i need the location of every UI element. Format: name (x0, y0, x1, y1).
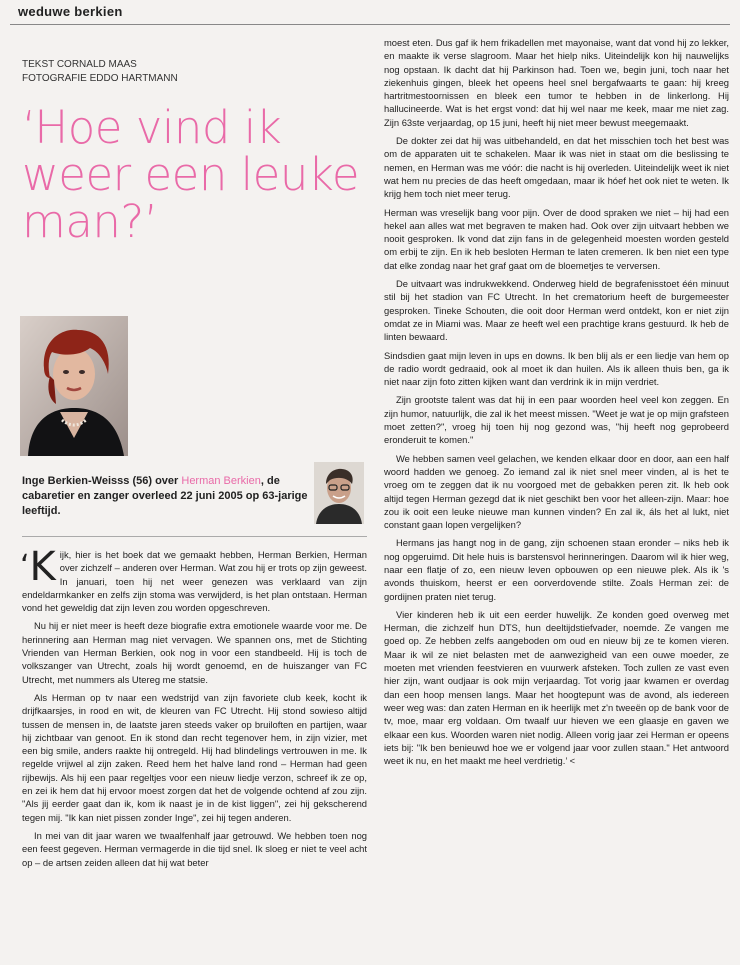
section-label: weduwe berkien (18, 4, 123, 19)
text-credit: TEKST CORNALD MAAS (22, 59, 137, 70)
paragraph: Herman was vreselijk bang voor pijn. Over de dood spraken we niet – hij had een hekel aan alles wat met begraven te maken had. Ook over zijn uitvaart hebben we nooit gesproken. Ik vond dat zijn fans in de gelegenheid moesten worden gesteld om erbij te zijn. En ik heb besloten Herman te laten cremeren. Ik ben niet een type dat elke zondag naar het graf gaat om de bloemetjes te verversen. (384, 206, 729, 271)
page-header (0, 0, 740, 30)
intro-lead: Inge Berkien-Weisss (56) over (22, 475, 182, 487)
portrait-photo-inge (20, 316, 128, 456)
paragraph: De uitvaart was indrukwekkend. Onderweg hield de begrafenisstoet één minuut stil bij het stadion van FC Utrecht. In het crematorium heeft de burgemeester gesproken. Tineke Schouten, die ooit door Herman werd ontdekt, kon er niet zijn omdat ze in Miami was. Maar ze heeft wel een prachtige krans gestuurd. Ik heb de linten bewaard. (384, 278, 729, 343)
headline: ‘Hoe vind ik weer een leuke man?’ (22, 101, 360, 248)
credits (22, 58, 178, 86)
paragraph: In mei van dit jaar waren we twaalfenhalf jaar getrouwd. We hebben toen nog een feest gegeven. Herman vermagerde in die tijd snel. Ik sloeg er niet te veel acht op – de artsen zeiden alleen dat hij wat beter (22, 829, 367, 868)
paragraph: Vier kinderen heb ik uit een eerder huwelijk. Ze konden goed overweg met Herman, die zichzelf hun DTS, hun deeltijdstiefvader, noemde. Ze vangen me goed op. Ze hebben zelfs aangeboden om oud en nieuw bij ze te komen vieren. Maar ik wil ze niet belasten met de aanwezigheid van een ouwe moeder, ze moeten met vrienden feestvieren en vuurwerk afsteken. Toch zullen ze vast even hier zijn, want oudjaar is ook mijn verjaardag. Tot vorig jaar kwamen er overdag dan een hoop mensen langs. Maar het hoogtepunt was de avond, als iedereen weer weg was: dan zaten Herman en ik heerlijk met z'n tweeën op de bank voor de tv, moe, maar erg voldaan. Om twaalf uur hieven we een glaasje en gaven we elkaar een kus. Woorden waren niet nodig. Alleen vorig jaar zei Herman er opeens iets bij: "Ik ben benieuwd hoe we er volgend jaar voor zullen staan." Het antwoord weet ik nu, en het maakt me heel verdrietig.’ < (384, 608, 729, 767)
paragraph: ‘K ijk, hier is het boek dat we gemaakt hebben, Herman Berkien, Herman over zichzelf – anderen over Herman. Wat zou hij er trots op zijn geweest. In januari, toen hij net weer genezen was verklaard van zijn endeldarmkanker en zelfs zijn stoma was verwijderd, is het plan ontstaan. Herman vond het geweldig dat zijn leven zou worden opgeschreven. (20, 544, 367, 614)
portrait-photo-herman (314, 462, 364, 524)
intro-divider (22, 536, 367, 537)
paragraph: Zijn grootste talent was dat hij in een paar woorden heel veel kon zeggen. En zijn humor, natuurlijk, die zal ik het meest missen. "Weet je wat je op mijn grafsteen moet zetten?", vroeg hij toen hij nog gezond was, "hij heeft nog geprobeerd eronderuit te komen." (384, 394, 729, 446)
paragraph: We hebben samen veel gelachen, we kenden elkaar door en door, aan een half woord hadden we genoeg. Zo iemand zal ik niet snel meer vinden, al is het te vroeg om te zeggen dat ik nu voorgoed met de gebakken peren zit. Ik heb ook altijd tegen Herman gezegd dat ik niet geschikt ben voor het alleen-zijn. Maar: hoe zou ik ooit een leuke nieuwe man kunnen vinden? En zal ik, áls het al lukt, niet constant gaan lopen vergelijken? (384, 452, 729, 531)
paragraph: Sindsdien gaat mijn leven in ups en downs. Ik ben blij als er een liedje van hem op de radio wordt gedraaid, ook al moet ik dan huilen. Als ik alleen thuis ben, ga ik niet naar zijn foto zitten kijken want dan verdrink ik in mijn verdriet. (384, 349, 729, 388)
paragraph: Hermans jas hangt nog in de gang, zijn schoenen staan eronder – niks heb ik nog opgeruimd. Dit hele huis is barstensvol herinneringen. Daarom wil ik hier weg, naar een flatje of zo, een nieuw leven opbouwen op een nieuwe plek. Als ik 's avonds thuiskom, heerst er een oorverdovende stilte. Zoals Herman zei: de gordijnen praten niet terug. (384, 537, 729, 602)
paragraph: De dokter zei dat hij was uitbehandeld, en dat het misschien toch het best was om de apparaten uit te schakelen. Maar ik was niet in staat om die beslissing te nemen, en Herman was me vóór: die nacht is hij overleden. Uiteindelijk weet ik niet wat hem nu precies de das heeft omgedaan, maar ik hóef het ook niet te weten. Ik krijg hem toch niet meer terug. (384, 135, 729, 200)
left-column (20, 544, 367, 874)
header-divider (10, 24, 730, 25)
photo-credit: FOTOGRAFIE EDDO HARTMANN (22, 73, 178, 84)
intro-name: Herman Berkien (181, 475, 261, 487)
intro-text (22, 474, 310, 519)
intro-rest: , de cabaretier en zanger overleed 22 juni 2005 op 63-jarige leeftijd. (22, 475, 308, 517)
right-column (384, 36, 729, 772)
paragraph: moest eten. Dus gaf ik hem frikadellen met mayonaise, want dat vond hij zo lekker, en maakte ik verse slagroom. Maar het hielp niks. Uiteindelijk kon hij nauwelijks nog opstaan. Ik dacht dat hij Parkinson had. Toen we, begin juni, toch naar het ziekenhuis gingen, bleek het opeens heel snel bergafwaarts te gaan: hij kreeg hartritmestoornissen en bleek een tumor te hebben in de linkerlong. Hij hallucineerde. Wat is het ergst vond: dat hij wel naar me keek, maar me niet zag. Zijn 63ste verjaardag, op 15 juni, heeft hij niet meer bewust meegemaakt. (384, 37, 729, 128)
dropcap: ‘K (20, 544, 56, 590)
paragraph: Nu hij er niet meer is heeft deze biografie extra emotionele waarde voor me. De herinnering aan Herman mag niet vervagen. We spannen ons, met de Stichting Vrienden van Herman Berkien, ook nog in voor een standbeeld. Hij is toch de volkszanger van Utrecht, zoals hij wordt genoemd, en de huiszanger van FC Utrecht, met nummers als Utereg me statsie. (22, 620, 367, 685)
paragraph: Als Herman op tv naar een wedstrijd van zijn favoriete club keek, kocht ik drijfkaarsjes, in rood en wit, de kleuren van FC Utrecht. Hij stond sowieso altijd tussen de mensen in, de laatste jaren steeds vaker op bruiloften en partijen, waar hij zichtbaar van genoot. En ik stond dan recht tegenover hem, in zijn vizier, met een big smile, anders raakte hij ontregeld. Hij had blindelings vertrouwen in me. Ik regelde vrijwel al zijn zaken. Reed hem het halve land rond – Herman had geen rijbewijs. Als hij een paar regeltjes voor een nieuw liedje verzon, schreef ik ze op, en zei ik hem dat hij ervoor moest zorgen dat het de volgende ochtend af zou zijn. "Als jij eerder gaat dan ik, kom ik naast je in de kist liggen", zei hij gekscherend tegen mij. "Ik kan niet pissen zonder Inge", zei hij tegen anderen. (22, 691, 367, 823)
